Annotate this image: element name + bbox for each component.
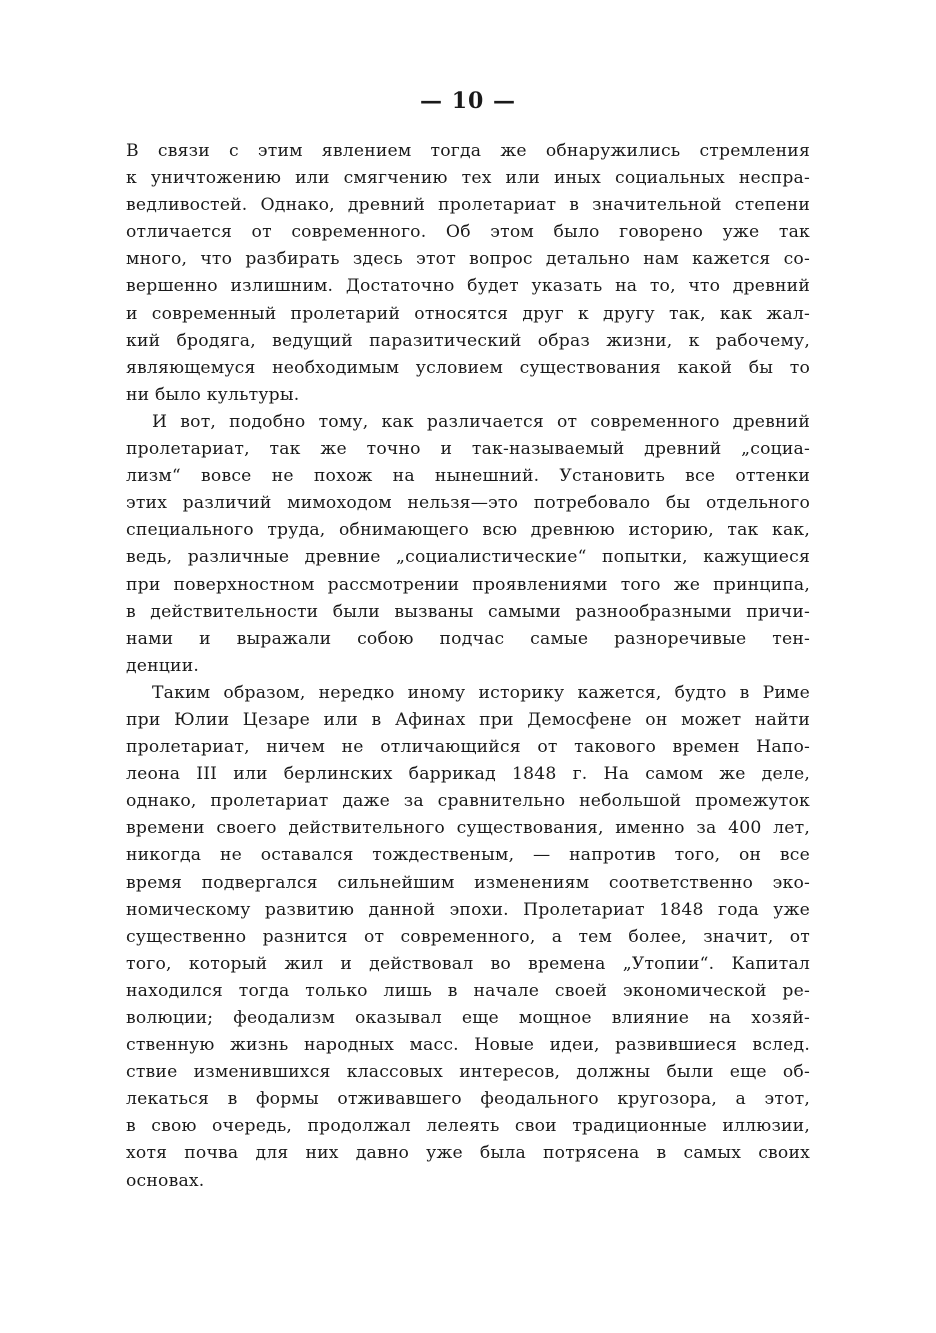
text-line: пролетариат, так же точно и так-называемый древний „социа- <box>126 439 810 460</box>
text-line: номическому развитию данной эпохи. Пролетариат 1848 года уже <box>126 899 810 920</box>
text-line: этих различий мимоходом нельзя—это потребовало бы отдельного <box>126 493 810 514</box>
text-line: волюции; феодализм оказывал еще мощное влияние на хозяй- <box>126 1008 810 1028</box>
text-line: никогда не оставался тождественым, — напротив того, он все <box>126 845 810 866</box>
page-number: — 10 — <box>420 88 516 114</box>
text-line: пролетариат, ничем не отличающийся от такового времен Напо- <box>126 737 810 758</box>
text-line: основах. <box>126 1170 205 1191</box>
text-line: кий бродяга, ведущий паразитический образ жизни, к рабочему, <box>126 330 810 351</box>
text-line: и современный пролетарий относятся друг к другу так, как жал- <box>126 303 810 324</box>
text-line: в свою очередь, продолжал лелеять свои традиционные иллюзии, <box>126 1116 810 1137</box>
text-line: ведь, различные древние „социалистические“ попытки, кажущиеся <box>126 547 810 568</box>
text-line: в действительности были вызваны самыми разнообразными причи- <box>126 601 810 622</box>
text-line: хотя почва для них давно уже была потрясена в самых своих <box>126 1143 810 1164</box>
text-line: денции. <box>126 655 200 676</box>
text-line: отличается от современного. Об этом было говорено уже так <box>126 222 810 243</box>
text-line: являющемуся необходимым условием существования какой бы то <box>126 357 810 378</box>
text-line: ствие изменившихся классовых интересов, должны были еще об- <box>126 1062 810 1083</box>
text-line: к уничтожению или смягчению тех или иных социальных неспра- <box>126 168 810 189</box>
text-line: много, что разбирать здесь этот вопрос детально нам кажется со- <box>126 249 810 270</box>
text-line: лизм“ вовсе не похож на нынешний. Установить все оттенки <box>126 466 810 487</box>
body-text <box>126 138 810 1195</box>
text-line: В связи с этим явлением тогда же обнаружились стремления <box>126 141 810 161</box>
text-line: время подвергался сильнейшим изменениям соответственно эко- <box>126 872 810 893</box>
text-line: леона III или берлинских баррикад 1848 г. На самом же деле, <box>126 764 810 785</box>
text-line: И вот, подобно тому, как различается от современного древний <box>152 411 810 432</box>
text-line: находился тогда только лишь в начале своей экономической ре- <box>126 980 810 1001</box>
text-line: вершенно излишним. Достаточно будет указать на то, что древний <box>126 276 810 297</box>
text-line: однако, пролетариат даже за сравнительно небольшой промежуток <box>126 791 810 812</box>
text-line: времени своего действительного существования, именно за 400 лет, <box>126 818 810 839</box>
text-line: при поверхностном рассмотрении проявлениями того же принципа, <box>126 574 810 595</box>
text-line: того, который жил и действовал во времена „Утопии“. Капитал <box>126 953 810 974</box>
text-line: при Юлии Цезаре или в Афинах при Демосфене он может найти <box>126 709 810 730</box>
text-line: Таким образом, нередко иному историку кажется, будто в Риме <box>152 682 810 703</box>
text-line: нами и выражали собою подчас самые разноречивые тен- <box>126 628 810 649</box>
text-line: ведливостей. Однако, древний пролетариат в значительной степени <box>126 195 810 216</box>
text-line: ственную жизнь народных масс. Новые идеи, развившиеся вслед. <box>126 1035 810 1056</box>
text-line: существенно разнится от современного, а тем более, значит, от <box>126 926 810 947</box>
text-line: специального труда, обнимающего всю древнюю историю, так как, <box>126 520 810 541</box>
text-line: ни было культуры. <box>126 384 300 405</box>
text-line: лекаться в формы отживавшего феодального кругозора, а этот, <box>126 1089 810 1110</box>
